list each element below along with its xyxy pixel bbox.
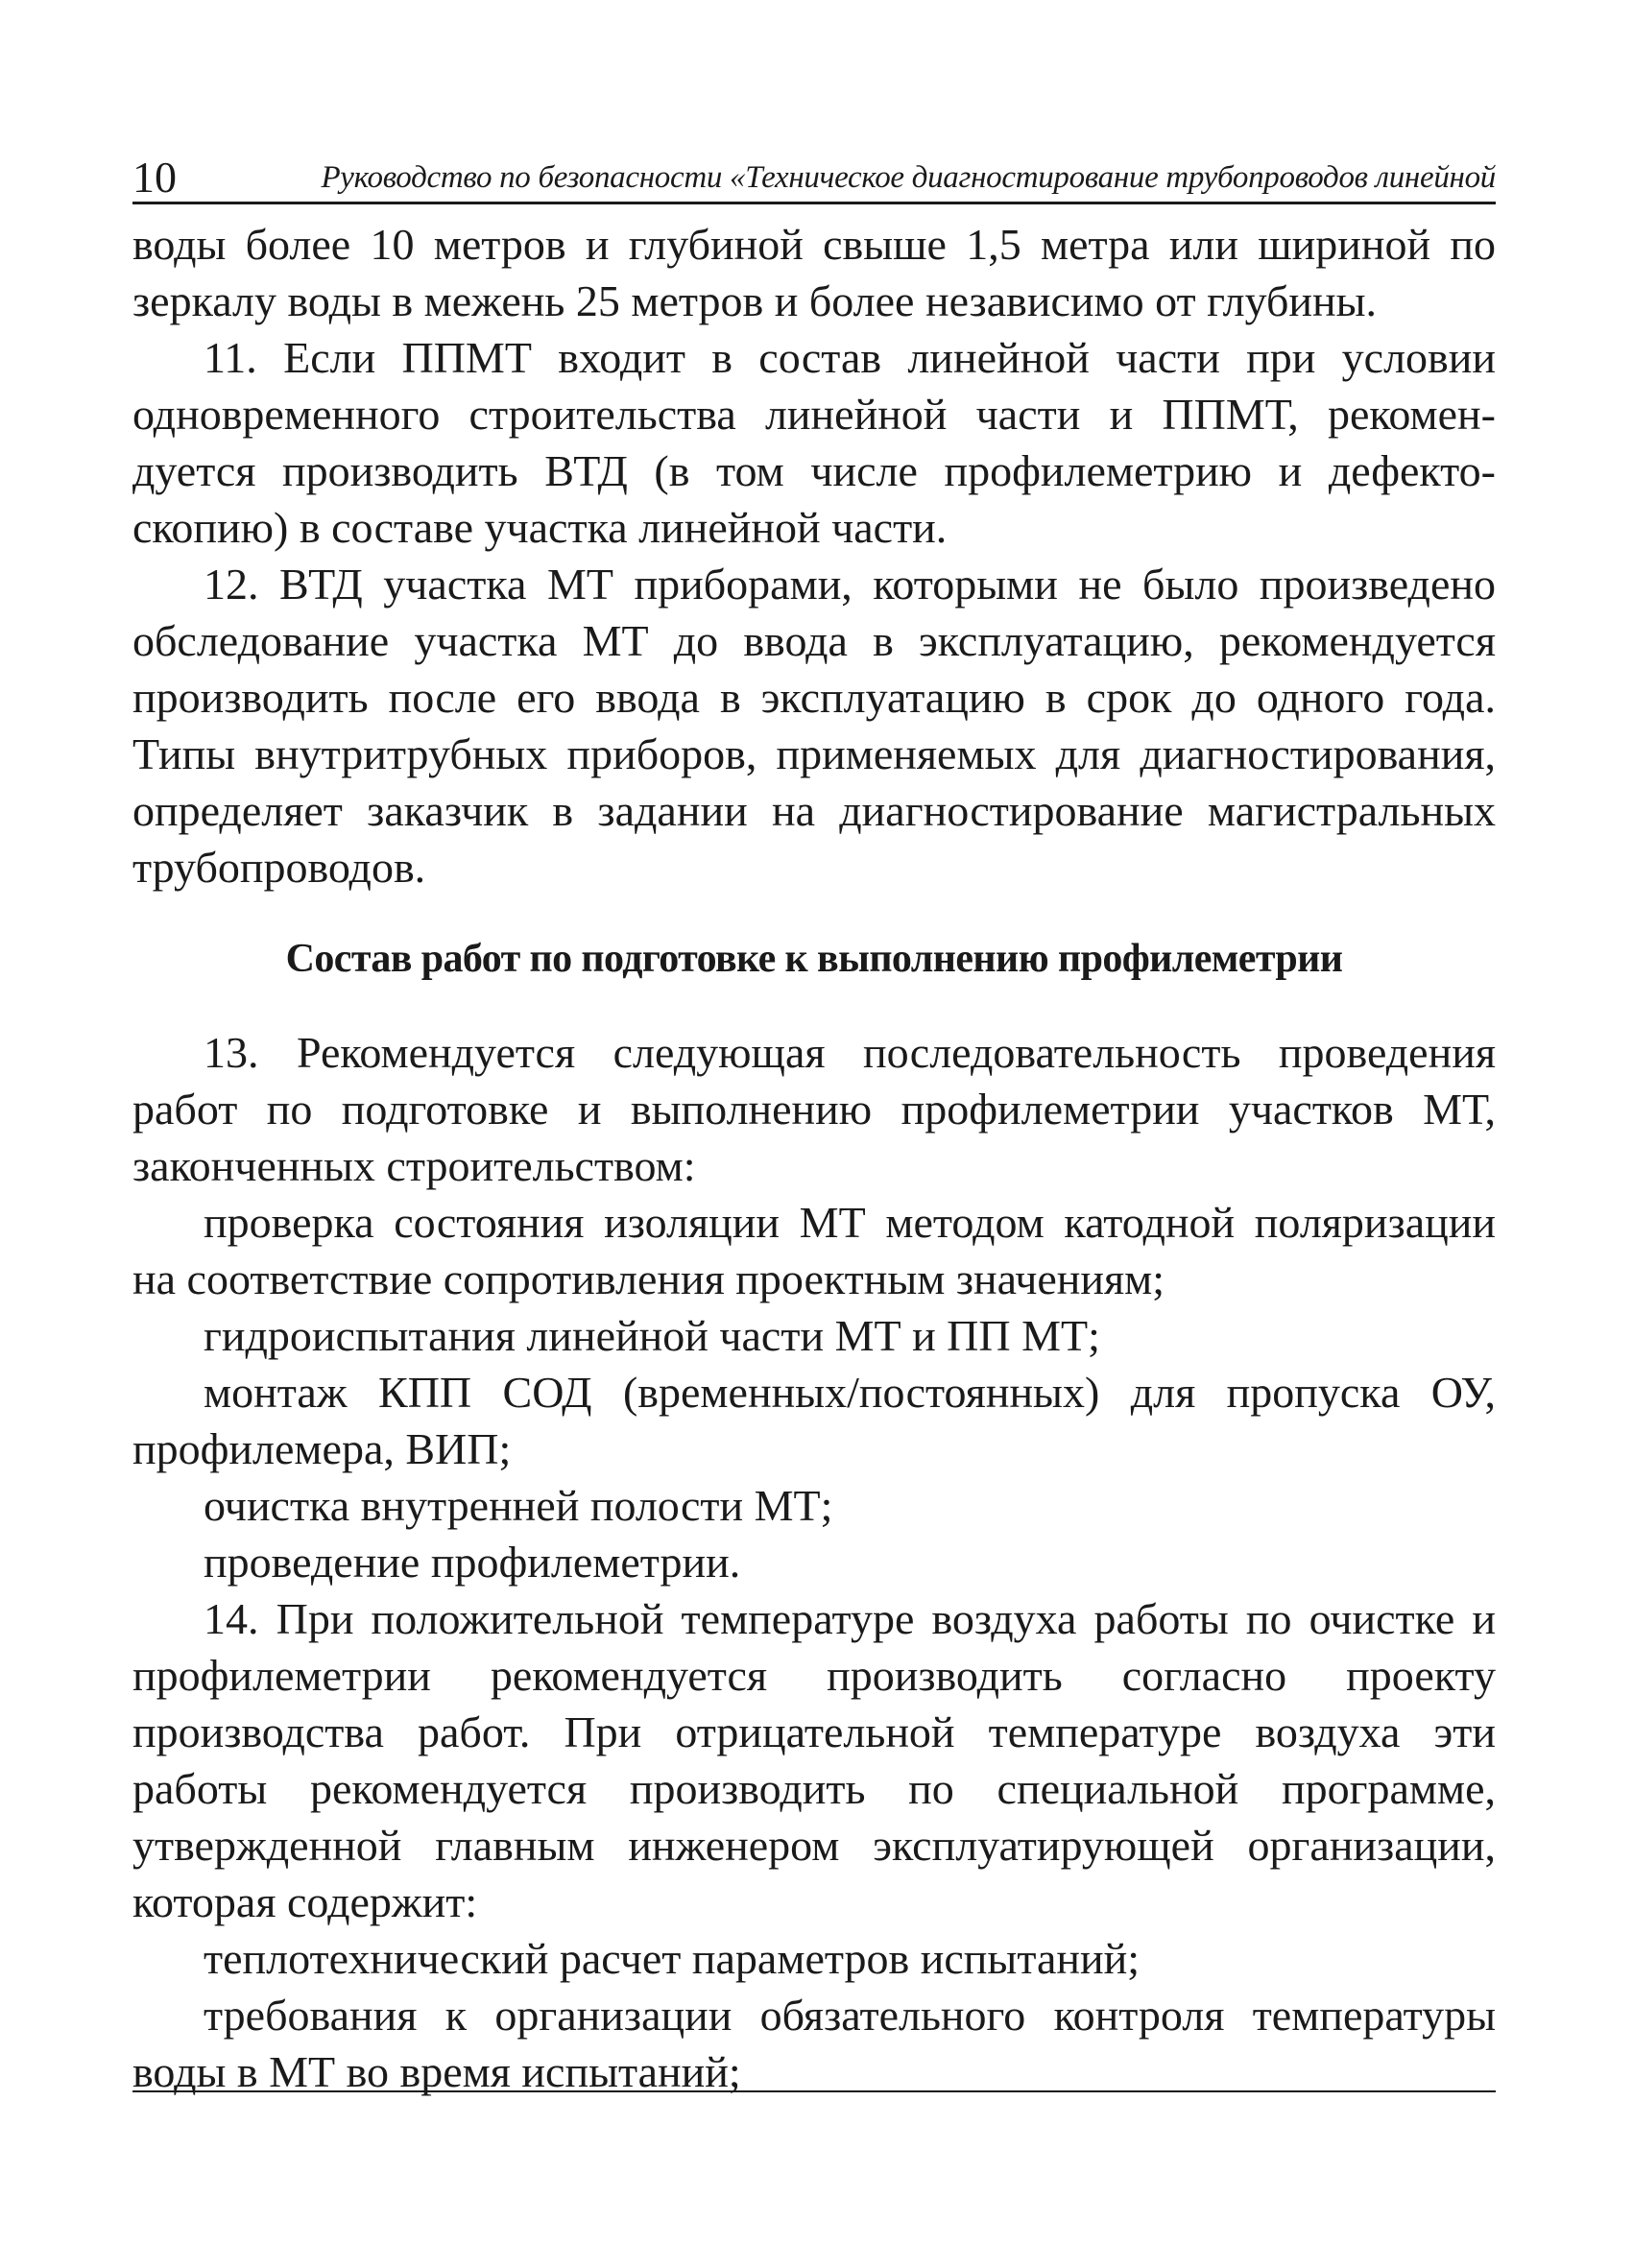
running-title: Руководство по безопасности «Техническое диагностирование трубопроводов линейной	[321, 160, 1496, 195]
paragraph-11: 11. Если ППМТ входит в состав линейной части при условии одновременного строительства линейной части и ППМТ, рекомендуется производить ВТД (в том числе профилеметрию и дефектоскопию) в составе участка линейной части.	[132, 333, 1496, 552]
paragraph-14: 14. При положительной температуре воздуха работы по очистке и профилеметрии рекомендуется производить согласно проекту производства работ. При отрицательной температуре воздуха эти работы рекомендуется производить по специальной программе, утвержденной главным инженером эксплуатирующей организации, которая содержит:	[132, 1594, 1496, 1926]
list-item: проверка состояния изоляции МТ методом катодной поляризации на соответствие сопротивления проектным значениям;	[132, 1198, 1496, 1303]
list-item: требования к организации обязательного контроля температуры воды в МТ во время испытаний;	[132, 1991, 1496, 2096]
list-item: монтаж КПП СОД (временных/постоянных) для пропуска ОУ, профилемера, ВИП;	[132, 1368, 1496, 1473]
list-item: гидроиспытания линейной части МТ и ПП МТ;	[204, 1311, 1100, 1360]
list-item: теплотехнический расчет параметров испытаний;	[204, 1934, 1141, 1983]
section-heading: Состав работ по подготовке к выполнению профилеметрии	[285, 937, 1343, 981]
paragraph-13: 13. Рекомендуется следующая последовательность проведения работ по подготовке и выполнению профилеметрии участков МТ, законченных строительством:	[132, 1028, 1496, 1190]
footer-rule	[132, 2090, 1496, 2092]
body-text	[132, 216, 1496, 2100]
list-item: проведение профилеметрии.	[204, 1538, 741, 1587]
page-header	[132, 144, 1496, 204]
page-number: 10	[132, 153, 177, 202]
paragraph-12: 12. ВТД участка МТ приборами, которыми не было произведено обследование участка МТ до ввода в эксплуатацию, рекомендуется производить после его ввода в эксплуатацию в срок до одного года. Типы внутритрубных приборов, применяемых для диагностирования, определяет заказчик в задании на диагностирование магистральных трубопроводов.	[132, 560, 1496, 892]
list-item: очистка внутренней полости МТ;	[204, 1481, 833, 1530]
paragraph-continuation: воды более 10 метров и глубиной свыше 1,5 метра или шириной по зеркалу воды в межень 25 метров и более независимо от глубины.	[132, 220, 1496, 325]
